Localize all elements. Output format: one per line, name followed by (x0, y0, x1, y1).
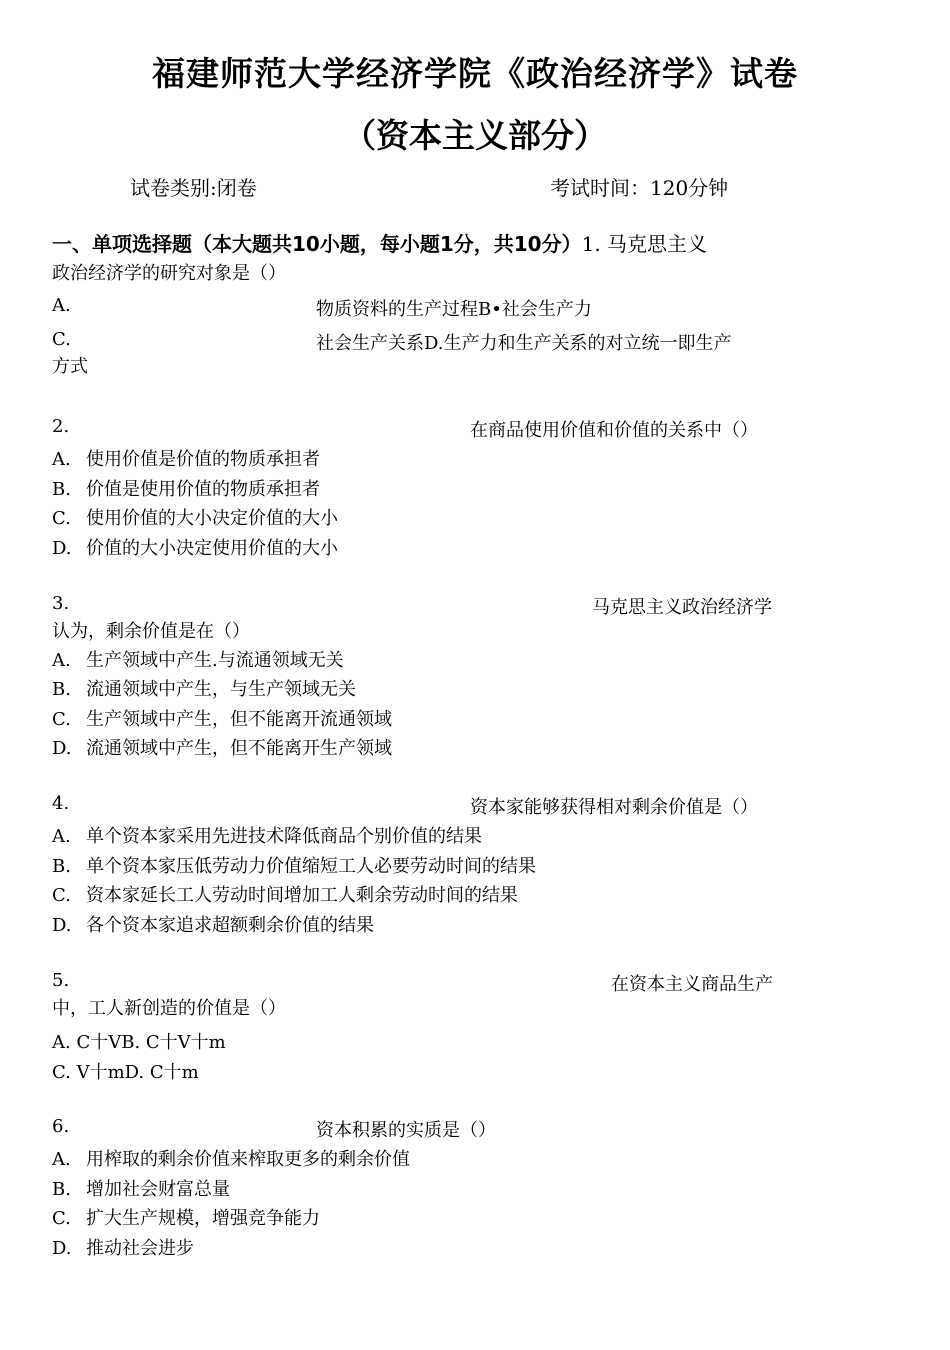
q6-option-b (52, 1175, 230, 1201)
option-letter: A. (52, 1149, 71, 1170)
exam-time: 考试时间：120分钟 (550, 176, 729, 200)
option-text: 推动社会进步 (86, 1238, 194, 1259)
option-text: 扩大生产规模，增强竞争能力 (86, 1208, 320, 1229)
q3-option-a (52, 646, 344, 672)
q4-option-d (52, 911, 374, 937)
q2-option-d (52, 534, 338, 560)
q1-option-ab-text: 物质资料的生产过程B•社会生产力 (316, 299, 592, 320)
option-text: 生产领域中产生，但不能离开流通领域 (86, 709, 392, 730)
q2-option-b (52, 475, 320, 501)
q3-option-c (52, 705, 392, 731)
q2-stem: 在商品使用价值和价值的关系中（） (470, 420, 758, 441)
q5-options-cd: C. V十mD. C十m (52, 1062, 199, 1083)
q6-option-d (52, 1234, 194, 1260)
q6-option-a (52, 1145, 410, 1171)
q3-number: 3. (52, 593, 70, 614)
exam-title: 福建师范大学经济学院《政治经济学》试卷 (152, 54, 798, 93)
q2-number: 2. (52, 416, 70, 437)
option-letter: C. (52, 1208, 71, 1229)
q4-number: 4. (52, 793, 70, 814)
q5-stem: 在资本主义商品生产 (611, 974, 773, 995)
q2-option-c (52, 504, 338, 530)
option-letter: C. (52, 508, 71, 529)
q3-stem-cont: 认为，剩余价值是在（） (52, 621, 250, 642)
q1-option-cd-cont: 方式 (52, 356, 88, 377)
option-text: 各个资本家追求超额剩余价值的结果 (86, 915, 374, 936)
option-text: 价值的大小决定使用价值的大小 (86, 538, 338, 559)
q2-option-a (52, 445, 320, 471)
q1-option-cd-text: 社会生产关系D.生产力和生产关系的对立统一即生产 (316, 333, 732, 354)
option-letter: D. (52, 738, 72, 759)
q1-stem-start: 1. 马克思主义 (581, 232, 708, 256)
q4-stem: 资本家能够获得相对剩余价值是（） (470, 797, 758, 818)
option-text: 使用价值是价值的物质承担者 (86, 449, 320, 470)
option-text: 价值是使用价值的物质承担者 (86, 479, 320, 500)
option-letter: B. (52, 479, 71, 500)
q6-option-c (52, 1204, 320, 1230)
option-text: 使用价值的大小决定价值的大小 (86, 508, 338, 529)
option-text: 流通领域中产生，但不能离开生产领域 (86, 738, 392, 759)
option-letter: A. (52, 650, 71, 671)
option-text: 生产领域中产生.与流通领域无关 (86, 650, 344, 671)
option-text: 增加社会财富总量 (86, 1179, 230, 1200)
q6-stem: 资本积累的实质是（） (316, 1120, 496, 1141)
option-text: 单个资本家压低劳动力价值缩短工人必要劳动时间的结果 (86, 856, 536, 877)
option-letter: C. (52, 885, 71, 906)
exam-type: 试卷类别:闭卷 (130, 176, 257, 200)
option-text: 单个资本家采用先进技术降低商品个别价值的结果 (86, 826, 482, 847)
q3-option-b (52, 675, 356, 701)
q4-option-b (52, 852, 536, 878)
option-letter: D. (52, 915, 72, 936)
option-letter: A. (52, 826, 71, 847)
q1-option-c-label: C. (52, 329, 71, 350)
q5-options-ab: A. C十VB. C十V十m (52, 1032, 226, 1053)
q3-stem: 马克思主义政治经济学 (592, 597, 772, 618)
q3-option-d (52, 734, 392, 760)
option-letter: B. (52, 679, 71, 700)
section-heading (52, 228, 707, 257)
q4-option-c (52, 881, 518, 907)
q1-option-a-label: A. (52, 295, 71, 316)
q4-option-a (52, 822, 482, 848)
exam-subtitle: （资本主义部分） (343, 116, 607, 155)
q5-stem-cont: 中，工人新创造的价值是（） (52, 998, 286, 1019)
option-letter: B. (52, 1179, 71, 1200)
q5-number: 5. (52, 970, 70, 991)
option-text: 流通领域中产生，与生产领域无关 (86, 679, 356, 700)
section-heading-text: 一、单项选择题（本大题共10小题，每小题1分，共10分） (52, 232, 582, 256)
q6-number: 6. (52, 1116, 70, 1137)
option-letter: B. (52, 856, 71, 877)
option-letter: D. (52, 538, 72, 559)
option-letter: C. (52, 709, 71, 730)
option-text: 资本家延长工人劳动时间增加工人剩余劳动时间的结果 (86, 885, 518, 906)
option-letter: A. (52, 449, 71, 470)
q1-stem-cont: 政治经济学的研究对象是（） (52, 263, 286, 284)
option-text: 用榨取的剩余价值来榨取更多的剩余价值 (86, 1149, 410, 1170)
option-letter: D. (52, 1238, 72, 1259)
